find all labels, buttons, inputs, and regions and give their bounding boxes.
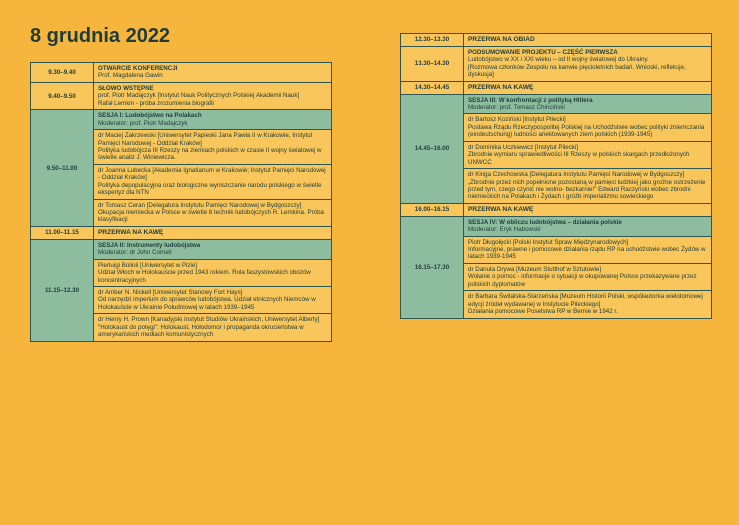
time-cell: 9.40–9.50 bbox=[31, 82, 94, 109]
program-cell bbox=[464, 46, 712, 81]
talk-topic: "Holokaust do potęgi": Holokaust, Hołodomor i propaganda okrucieństwa w amerykańskich mediach komunistycznych bbox=[98, 323, 304, 339]
talk-cell bbox=[94, 164, 332, 199]
program-row bbox=[31, 63, 332, 83]
talk-cell bbox=[464, 236, 712, 263]
talk-speaker: dr Barbara Świtalska-Starzeńska [Muzeum Historii Polski, współautorka wielotomowej edycji źródeł wydawanej w Instytucie Pileckiego] bbox=[468, 293, 703, 308]
program-line: prof. Piotr Madajczyk [Instytut Nauk Politycznych Polskiej Akademii Nauk] bbox=[98, 92, 300, 100]
talk-cell bbox=[94, 286, 332, 313]
program-heading: SŁOWO WSTĘPNE bbox=[98, 84, 154, 92]
time-cell: 9.30–9.40 bbox=[31, 63, 94, 83]
talk-speaker: dr Kinga Czechowska [Delegatura Instytutu Pamięci Narodowej w Bydgoszczy] bbox=[468, 171, 685, 179]
talk-topic: Wołanie o pomoc - informacje o sytuacji w okupowanej Polsce przekazywane przez polskich dyplomatów bbox=[468, 273, 697, 288]
break-row bbox=[31, 226, 332, 239]
talk-topic: Polityka depopulacyjna oraz biologiczne wyniszczanie narodu polskiego w świetle ekspertyz dla NTN bbox=[98, 181, 322, 197]
talk-speaker: dr Joanna Lubecka [Akademia Ignatianum w Krakowie; Instytut Pamięci Narodowej - Oddział Kraków] bbox=[98, 166, 326, 182]
time-cell: 12.30–13.30 bbox=[401, 34, 464, 47]
session-cell bbox=[94, 110, 332, 130]
talk-topic: Zbrodnie wymiaru sprawiedliwości III Rzeszy w polskich skargach przedłożonych UNWCC bbox=[468, 151, 690, 166]
time-cell: 13.30–14.30 bbox=[401, 46, 464, 81]
session-header-row bbox=[31, 239, 332, 259]
schedule-table-left bbox=[30, 62, 332, 342]
session-title: SESJA IV: W obliczu ludobójstwa – działania polskie bbox=[468, 218, 622, 226]
talk-speaker: dr Amber N. Nickell [Uniwersytet Stanowy Fort Hays] bbox=[98, 288, 243, 296]
time-cell: 11.00–11.15 bbox=[31, 226, 94, 239]
talk-topic: Udział Włoch w Holokauście przed 1943 rokiem. Rola faszystowskich obozów koncentracyjnych bbox=[98, 269, 311, 284]
program-line: Ludobójstwo w XX i XXI wieku – od II wojny światowej do Ukrainy. bbox=[468, 56, 649, 64]
session-title: SESJA III: W konfrontacji z polityką Hitlera bbox=[468, 96, 593, 104]
break-row bbox=[401, 203, 712, 216]
talk-speaker: dr Maciej Zakrzewski [Uniwersytet Papieski Jana Pawła II w Krakowie, Instytut Pamięci Narodowej - Oddział Kraków] bbox=[98, 132, 313, 147]
talk-speaker: dr Henry H. Prown [Kanadyjski Instytut Studiów Ukraińskich, Uniwersytet Alberty] bbox=[98, 316, 320, 324]
talk-topic: Działania pomocowe Poselstwa RP w Bernie w 1942 r. bbox=[468, 308, 618, 316]
talk-speaker: dr Bartosz Koziński [Instytut Pilecki] bbox=[468, 116, 566, 124]
session-title: SESJA II: Instrumenty ludobójstwa bbox=[98, 241, 201, 249]
talk-topic: Okupacja niemiecka w Polsce w świetle 8 technik ludobójczych R. Lemkina. Próba klasyfikacji bbox=[98, 209, 324, 224]
session-header-row bbox=[401, 216, 712, 236]
session-cell bbox=[464, 216, 712, 236]
session-header-row bbox=[401, 94, 712, 114]
time-cell: 11.15–12.30 bbox=[31, 239, 94, 341]
time-cell: 16.15–17.30 bbox=[401, 216, 464, 318]
talk-speaker: dr Dominika Uczkiewicz [Instytut Pilecki] bbox=[468, 143, 579, 151]
talk-speaker: dr Danuta Drywa [Muzeum Stutthof w Sztutowie] bbox=[468, 265, 602, 273]
program-row bbox=[31, 82, 332, 109]
talk-speaker: Pierluigi Bolioli [Uniwersytet w Pizie] bbox=[98, 261, 198, 269]
session-moderator: Moderator: Eryk Habowski bbox=[468, 226, 541, 234]
talk-cell bbox=[94, 199, 332, 226]
program-heading: PODSUMOWANIE PROJEKTU – CZĘŚĆ PIERWSZA bbox=[468, 48, 618, 56]
break-cell bbox=[464, 81, 712, 94]
session-moderator: Moderator: prof. Piotr Madajczyk bbox=[98, 119, 188, 127]
talk-cell bbox=[464, 141, 712, 168]
session-cell bbox=[94, 239, 332, 259]
session-moderator: Moderator: dr John Cornell bbox=[98, 249, 172, 257]
session-title: SESJA I: Ludobójstwo na Polakach bbox=[98, 112, 202, 120]
program-line: [Rozmowa członków Zespołu na kanwie pięcioletnich badań. Wnioski, refleksje, dyskusja] bbox=[468, 63, 686, 79]
break-row bbox=[401, 81, 712, 94]
program-cell bbox=[94, 63, 332, 83]
break-label: PRZERWA NA KAWĘ bbox=[468, 205, 534, 213]
break-cell bbox=[94, 226, 332, 239]
talk-speaker: Piotr Długołęcki [Polski Instytut Spraw Międzynarodowych] bbox=[468, 238, 629, 246]
time-cell: 14.45–16.00 bbox=[401, 94, 464, 203]
talk-topic: „Zbrodnie przez nich popełnione pozostaną w pamięci ludzkiej jako groźne ostrzeżenie przed tym, czego czynić nie wolno- bezkarnie!" Edward Raczyński wobec zbrodni niemieckich na Polakach i Żydach i gróźb imperializmu sowieckiego bbox=[468, 178, 706, 201]
break-cell bbox=[464, 34, 712, 47]
talk-speaker: dr Tomasz Ceran [Delegatura Instytutu Pamięci Narodowej w Bydgoszczy] bbox=[98, 201, 302, 209]
time-cell: 16.00–16.15 bbox=[401, 203, 464, 216]
talk-cell bbox=[464, 169, 712, 204]
program-row bbox=[401, 46, 712, 81]
break-row bbox=[401, 34, 712, 47]
break-cell bbox=[464, 203, 712, 216]
break-label: PRZERWA NA KAWĘ bbox=[98, 228, 164, 236]
talk-topic: Informacyjne, prawne i pomocowe działania rządu RP na uchodźstwie wobec Żydów w latach 1939-1945 bbox=[468, 246, 706, 261]
session-cell bbox=[464, 94, 712, 114]
page-title: 8 grudnia 2022 bbox=[30, 25, 171, 47]
break-label: PRZERWA NA KAWĘ bbox=[468, 83, 534, 91]
talk-cell bbox=[464, 263, 712, 290]
program-heading: OTWARCIE KONFERENCJI bbox=[98, 65, 178, 72]
talk-cell bbox=[94, 130, 332, 165]
session-header-row bbox=[31, 110, 332, 130]
talk-cell bbox=[464, 114, 712, 141]
session-moderator: Moderator: prof. Tomasz Chinciński bbox=[468, 104, 565, 111]
talk-cell bbox=[94, 259, 332, 286]
talk-cell bbox=[464, 291, 712, 318]
talk-topic: Polityka ludobójcza III Rzeszy na ziemiach polskich w czasie II wojny światowej w świetle analiz J. Winiewicza. bbox=[98, 146, 322, 162]
program-line: Prof. Magdalena Gawin bbox=[98, 72, 163, 80]
schedule-table-right bbox=[400, 33, 712, 319]
talk-cell bbox=[94, 314, 332, 341]
talk-topic: Od narzędzi imperium do sprawców ludobójstwa. Udział etnicznych Niemców w Holokauście w Ukrainie Południowej w latach 1939–1945 bbox=[98, 296, 316, 311]
talk-topic: Postawa Rządu Rzeczypospolitej Polskiej na Uchodźstwie wobec polityki zniemczania (eindeutschung) ludności anektowanych ziem polskich (1939-1945) bbox=[468, 123, 705, 139]
time-cell: 14.30–14.45 bbox=[401, 81, 464, 94]
program-cell bbox=[94, 82, 332, 109]
time-cell: 9.50–11.00 bbox=[31, 110, 94, 227]
break-label: PRZERWA NA OBIAD bbox=[468, 36, 535, 43]
program-line: Rafał Lemkin - próba zrozumienia biografii bbox=[98, 99, 214, 107]
